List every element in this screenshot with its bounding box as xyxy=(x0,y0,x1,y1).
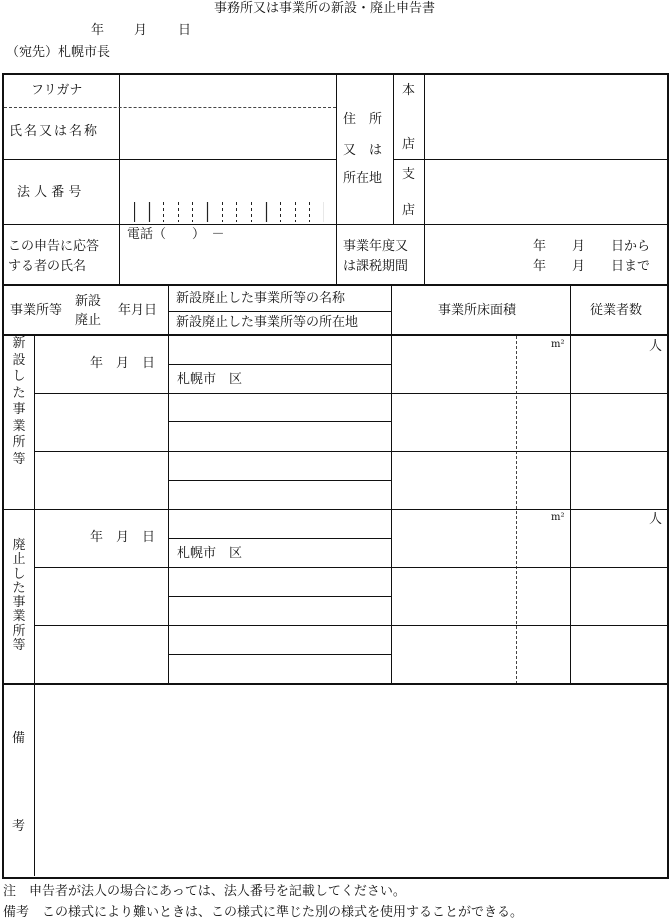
new-label-char: 事 xyxy=(12,402,26,417)
closed-label-char: し xyxy=(12,566,26,582)
period-from[interactable]: 年 月 日から xyxy=(533,239,651,254)
head-office-char-1: 本 xyxy=(402,83,416,98)
new-label-char: 所 xyxy=(12,435,26,450)
corp-number-label: 法 人 番 号 xyxy=(17,185,82,200)
closed-row3-sub xyxy=(169,654,391,655)
closed-label-char: た xyxy=(12,580,26,596)
reporter-label-line2: する者の氏名 xyxy=(8,259,87,274)
addressee: （宛先）札幌市長 xyxy=(6,45,111,60)
header-date-label: 年月日 xyxy=(118,303,158,318)
new-section-end xyxy=(4,509,667,510)
branch-address-field[interactable] xyxy=(425,160,667,224)
row-line-name xyxy=(4,159,336,160)
closed-employee-unit: 人 xyxy=(649,512,663,527)
phone-label: 電話（ ） － xyxy=(127,227,225,242)
new-date-placeholder[interactable]: 年 月 日 xyxy=(90,356,156,371)
section-label-divider xyxy=(34,336,35,876)
closed-row1-sub xyxy=(169,538,391,539)
remarks-field[interactable] xyxy=(36,686,666,876)
reporter-name-field[interactable] xyxy=(120,244,336,284)
closed-label-char: 所 xyxy=(12,623,26,639)
address-label-line1: 住 所 xyxy=(343,112,383,127)
header-employees-col: 従業者数 xyxy=(590,303,643,318)
new-label-char: 設 xyxy=(12,352,26,368)
date-year: 年 xyxy=(91,23,105,38)
closed-label-char: 業 xyxy=(12,609,26,625)
new-label-char: し xyxy=(12,369,26,384)
new-section-label xyxy=(6,337,32,469)
period-label-line1: 事業年度又 xyxy=(343,239,409,254)
new-city-prefix[interactable]: 札幌市 区 xyxy=(177,372,243,387)
closed-label-char: 事 xyxy=(12,595,26,611)
new-label-char: 等 xyxy=(12,451,26,467)
header-new-label: 新設 xyxy=(75,294,102,309)
footnote-alternate-form: 備考 この様式により難いときは、この様式に準じた別の様式を使用することができる。 xyxy=(3,905,524,920)
corp-number-field[interactable] xyxy=(134,202,324,222)
remarks-char-2: 考 xyxy=(12,819,26,834)
header-area-col: 事業所床面積 xyxy=(438,303,517,318)
outer-right-border xyxy=(667,73,669,879)
closed-label-char: 等 xyxy=(12,638,26,654)
reporter-label-line1: この申告に応答 xyxy=(8,239,100,254)
closed-section-label xyxy=(6,539,32,653)
new-row3-sub xyxy=(169,480,391,481)
closed-city-prefix[interactable]: 札幌市 区 xyxy=(177,546,243,561)
header-closed-label: 廃止 xyxy=(75,313,102,328)
new-label-char: 新 xyxy=(12,336,26,351)
new-area-unit: m² xyxy=(551,339,565,350)
address-label-line2: 又 は xyxy=(343,143,383,158)
closed-row2-end xyxy=(35,625,667,626)
closed-date-placeholder[interactable]: 年 月 日 xyxy=(90,530,156,545)
closed-row1-end xyxy=(35,567,667,568)
area-unit-dash xyxy=(516,336,517,684)
furigana-field[interactable] xyxy=(120,75,336,107)
new-label-char: 業 xyxy=(12,418,26,434)
new-row2-end xyxy=(35,451,667,452)
closed-area-unit: m² xyxy=(551,512,565,523)
form-title: 事務所又は事業所の新設・廃止申告書 xyxy=(214,1,436,16)
period-to[interactable]: 年 月 日まで xyxy=(533,259,651,274)
new-employee-unit: 人 xyxy=(649,339,663,354)
date-day: 日 xyxy=(178,23,192,38)
branch-char-1: 支 xyxy=(402,167,416,182)
closed-section-end xyxy=(4,683,667,685)
header-address-col: 新設廃止した事業所等の所在地 xyxy=(176,315,359,330)
closed-label-char: 廃 xyxy=(12,538,26,553)
header-name-divider xyxy=(169,311,391,312)
row-line-applicant-end xyxy=(4,284,667,286)
header-office-label: 事業所等 xyxy=(10,303,63,318)
footnote-corp-number: 注 申告者が法人の場合にあっては、法人番号を記載してください。 xyxy=(3,884,406,899)
new-row2-sub xyxy=(169,421,391,422)
head-office-address-field[interactable] xyxy=(425,75,667,159)
outer-left-border xyxy=(2,73,4,879)
new-row1-sub xyxy=(169,364,391,365)
row-line-corp xyxy=(4,224,667,225)
col-line-b xyxy=(336,75,337,284)
furigana-label: フリガナ xyxy=(31,83,83,98)
date-month: 月 xyxy=(134,23,148,38)
corp-number-digit-boxes xyxy=(134,202,324,222)
closed-row2-sub xyxy=(169,596,391,597)
head-office-char-2: 店 xyxy=(402,137,416,152)
period-label-line2: は課税期間 xyxy=(343,259,409,274)
name-field[interactable] xyxy=(120,108,336,159)
header-bottom-line xyxy=(4,334,667,336)
header-name-col: 新設廃止した事業所等の名称 xyxy=(176,291,346,306)
address-label-line3: 所在地 xyxy=(343,171,383,186)
col-line-c xyxy=(393,75,394,224)
branch-char-2: 店 xyxy=(402,203,416,218)
closed-label-char: 止 xyxy=(12,552,26,568)
new-label-char: た xyxy=(12,385,26,401)
outer-bottom-border xyxy=(2,877,669,879)
name-label: 氏名又は名称 xyxy=(9,124,100,139)
new-row1-end xyxy=(35,393,667,394)
remarks-char-1: 備 xyxy=(12,731,26,746)
